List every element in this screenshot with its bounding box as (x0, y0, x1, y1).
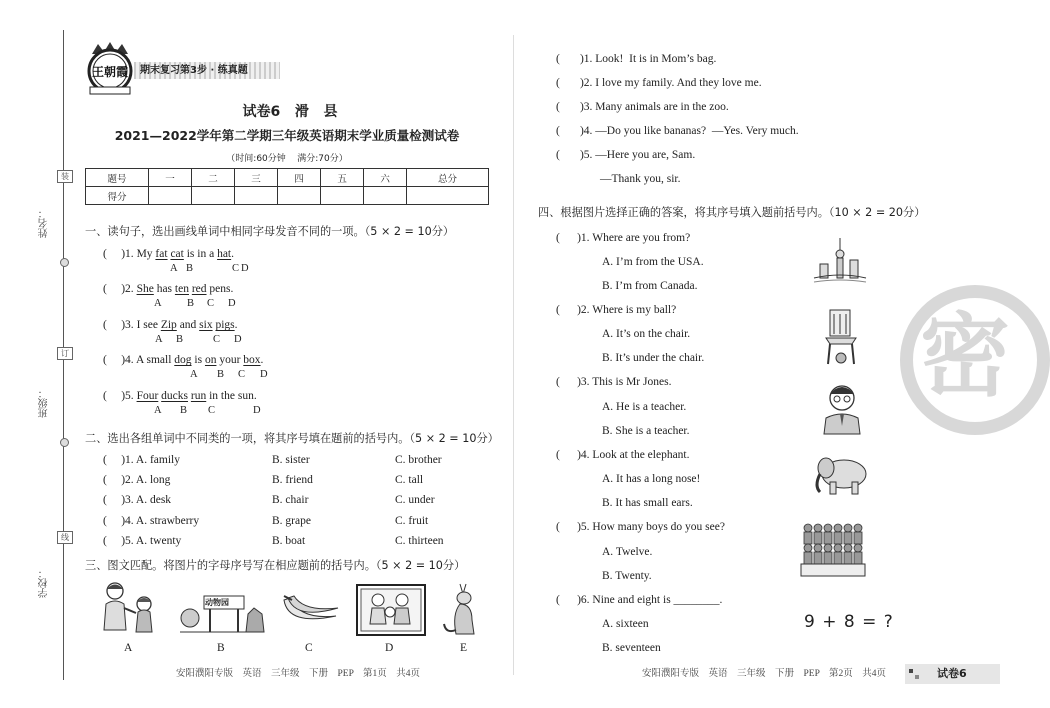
underlined-word: six (199, 319, 213, 331)
option-a: A. I’m from the USA. (602, 256, 704, 268)
option-letter: A (170, 263, 178, 274)
score-header-cell: 五 (321, 169, 364, 187)
score-cell[interactable] (321, 187, 364, 205)
item-option-c: C. fruit (395, 515, 429, 527)
score-row-label: 得分 (86, 187, 149, 205)
part1-title: 一、读句子，选出画线单词中相同字母发音不同的一项。（5 × 2 = 10分） (85, 225, 455, 238)
binding-mark-3: 线 (57, 531, 73, 544)
item-option-a: )4. A. strawberry (121, 515, 200, 527)
option-b: B. She is a teacher. (602, 425, 690, 437)
tab-square-icon (909, 669, 913, 673)
exam-tab (905, 664, 1000, 684)
picture-label-a: A (124, 642, 133, 654)
score-header-cell: 四 (278, 169, 321, 187)
sentence-text: in the sun. (206, 390, 257, 402)
picture-chair-ball (822, 308, 862, 366)
part4-item-4[interactable]: ( )4. Look at the elephant. (556, 449, 690, 461)
underlined-word: fat (155, 248, 168, 260)
option-a: A. sixteen (602, 618, 649, 630)
part1-item-2[interactable]: ( )2. She has ten red pens. (103, 283, 234, 295)
option-letter: D (260, 369, 268, 380)
underlined-word: on (204, 354, 217, 366)
exam-time-info: （时间:60分钟 满分:70分） (226, 154, 348, 164)
part4-item-2[interactable]: ( )2. Where is my ball? (556, 304, 677, 316)
picture-a-father-son (98, 580, 160, 634)
option-b: B. Twenty. (602, 570, 652, 582)
name-label: 姓名： (38, 208, 50, 238)
score-table-header-row (86, 169, 489, 187)
score-table (85, 168, 489, 205)
option-letter: C (207, 298, 215, 309)
option-b: B. I’m from Canada. (602, 280, 698, 292)
underlined-word: Zip (160, 319, 177, 331)
picture-label-b: B (217, 642, 225, 654)
item-number: )1. (121, 248, 134, 260)
score-cell[interactable] (278, 187, 321, 205)
item-option-b: B. chair (272, 494, 309, 506)
part2-item-5[interactable]: ( )5. A. twenty (103, 535, 182, 547)
score-header-cell: 一 (149, 169, 192, 187)
picture-elephant (812, 452, 870, 498)
part3-question-4[interactable]: ( )4. —Do you like bananas? —Yes. Very much. (556, 125, 799, 137)
picture-b-zoo (178, 584, 266, 634)
item-option-a: )2. A. long (121, 474, 171, 486)
underlined-word: ducks (161, 390, 189, 402)
underlined-word: red (191, 283, 207, 295)
item-option-a: )1. A. family (121, 454, 180, 466)
part2-item-2[interactable]: ( )2. A. long (103, 474, 171, 486)
part1-item-1[interactable]: ( )1. My fat cat is in a hat. (103, 248, 235, 260)
footer-right: 安阳濮阳专版 英语 三年级 下册 PEP 第2页 共4页 (642, 669, 887, 679)
exam-subtitle: 2021—2022学年第二学期三年级英语期末学业质量检测试卷 (114, 128, 460, 143)
binding-hole-1 (60, 258, 69, 267)
item-option-c: C. tall (395, 474, 424, 486)
part3-question-5-reply: —Thank you, sir. (600, 173, 681, 185)
picture-d-family-photo (356, 584, 426, 636)
brand-logo (78, 38, 142, 96)
sentence-text: My (136, 248, 156, 260)
picture-c-bananas (280, 592, 340, 632)
part3-question-1[interactable]: ( )1. Look! It is in Mom’s bag. (556, 53, 717, 65)
option-letter: C (208, 405, 216, 416)
part4-item-3[interactable]: ( )3. This is Mr Jones. (556, 376, 672, 388)
page-divider (513, 35, 514, 675)
sentence-text: is in a (183, 248, 218, 260)
binding-mark-2: 订 (57, 347, 73, 360)
option-letter: B (186, 263, 194, 274)
sentence-text: . (231, 248, 235, 260)
question-text: )4. Look at the elephant. (577, 449, 690, 461)
math-expression: 9 + 8 = ? (804, 612, 894, 632)
score-header-cell: 六 (364, 169, 407, 187)
score-cell[interactable] (407, 187, 489, 205)
brand-logo-text: 王朝霞 (91, 65, 128, 79)
option-letter: A (155, 334, 163, 345)
option-letter: B (176, 334, 184, 345)
item-option-c: C. brother (395, 454, 442, 466)
question-text: )6. Nine and eight is ________. (577, 594, 723, 606)
score-cell[interactable] (192, 187, 235, 205)
option-letter: C (213, 334, 221, 345)
option-letter: A (190, 369, 198, 380)
option-letter: C (232, 263, 240, 274)
sentence-text: is (191, 354, 205, 366)
part1-item-4[interactable]: ( )4. A small dog is on your box. (103, 354, 264, 366)
part1-item-5[interactable]: ( )5. Four ducks run in the sun. (103, 390, 257, 402)
school-label: 学校： (38, 568, 50, 598)
item-option-b: B. grape (272, 515, 311, 527)
part3-question-3[interactable]: ( )3. Many animals are in the zoo. (556, 101, 729, 113)
footer-left: 安阳濮阳专版 英语 三年级 下册 PEP 第1页 共4页 (176, 669, 421, 679)
score-header-cell: 三 (235, 169, 278, 187)
option-a: A. It’s on the chair. (602, 328, 691, 340)
part4-item-6[interactable]: ( )6. Nine and eight is ________. (556, 594, 723, 606)
option-letter: D (234, 334, 242, 345)
item-option-a: )5. A. twenty (121, 535, 182, 547)
confidential-watermark (900, 285, 1010, 435)
option-letter: D (253, 405, 261, 416)
part2-item-1[interactable]: ( )1. A. family (103, 454, 180, 466)
underlined-word: dog (174, 354, 192, 366)
question-text: )1. Where are you from? (577, 232, 691, 244)
item-number: )3. (121, 319, 134, 331)
underlined-word: hat (217, 248, 232, 260)
question-text: )2. Where is my ball? (577, 304, 677, 316)
item-option-b: B. friend (272, 474, 313, 486)
score-cell[interactable] (149, 187, 192, 205)
tab-square-icon (915, 675, 919, 679)
picture-label-e: E (460, 642, 468, 654)
sentence-text: your (216, 354, 244, 366)
picture-e-kangaroo (442, 580, 482, 638)
sentence-text: has (153, 283, 175, 295)
review-banner: 期末复习第3步 · 练真题 (140, 65, 248, 76)
sentence-text: I see (136, 319, 161, 331)
exam-tab-label: 试卷6 (937, 667, 967, 680)
score-cell[interactable] (235, 187, 278, 205)
option-letter: C (238, 369, 246, 380)
picture-label-d: D (385, 642, 394, 654)
part1-item-3[interactable]: ( )3. I see Zip and six pigs. (103, 319, 238, 331)
option-b: B. seventeen (602, 642, 661, 654)
underlined-word: pigs (215, 319, 235, 331)
watermark-char: 密 (920, 304, 1010, 409)
part4-item-5[interactable]: ( )5. How many boys do you see? (556, 521, 725, 533)
exam-title: 试卷6 滑 县 (242, 104, 338, 120)
option-letter: D (241, 263, 249, 274)
sentence-text: A small (135, 354, 175, 366)
item-number: )4. (121, 354, 134, 366)
sentence-text: and (176, 319, 200, 331)
class-label: 班级： (38, 388, 50, 418)
option-b: B. It has small ears. (602, 497, 693, 509)
underlined-word: cat (170, 248, 184, 260)
option-letter: A (154, 298, 162, 309)
score-header-cell: 二 (192, 169, 235, 187)
option-letter: A (154, 405, 162, 416)
part3-title: 三、图文匹配。将图片的字母序号写在相应题前的括号内。（5 × 2 = 10分） (85, 559, 466, 572)
sentence-text: . (260, 354, 264, 366)
option-a: A. Twelve. (602, 546, 653, 558)
part2-title: 二、选出各组单词中不同类的一项，将其序号填在题前的括号内。（5 × 2 = 10分） (85, 432, 499, 445)
part2-item-4[interactable]: ( )4. A. strawberry (103, 515, 200, 527)
picture-city-skyline (812, 236, 868, 284)
score-table-score-row (86, 187, 489, 205)
score-cell[interactable] (364, 187, 407, 205)
option-a: A. It has a long nose! (602, 473, 701, 485)
option-a: A. He is a teacher. (602, 401, 687, 413)
item-number: )5. (121, 390, 134, 402)
underlined-word: She (136, 283, 154, 295)
binding-mark-1: 装 (57, 170, 73, 183)
item-number: )2. (121, 283, 134, 295)
item-option-b: B. sister (272, 454, 310, 466)
question-text: )3. This is Mr Jones. (577, 376, 672, 388)
option-letter: B (217, 369, 225, 380)
picture-boys-group (800, 520, 866, 578)
item-option-c: C. thirteen (395, 535, 444, 547)
underlined-word: ten (174, 283, 189, 295)
option-letter: B (180, 405, 188, 416)
part2-item-3[interactable]: ( )3. A. desk (103, 494, 172, 506)
zoo-sign-text: 动物园 (205, 598, 229, 607)
part3-question-2[interactable]: ( )2. I love my family. And they love me. (556, 77, 762, 89)
option-letter: B (187, 298, 195, 309)
part4-title: 四、根据图片选择正确的答案，将其序号填入题前括号内。（10 × 2 = 20分） (538, 206, 926, 219)
binding-hole-2 (60, 438, 69, 447)
score-header-cell: 题号 (86, 169, 149, 187)
underlined-word: Four (136, 390, 159, 402)
item-option-c: C. under (395, 494, 435, 506)
option-b: B. It’s under the chair. (602, 352, 705, 364)
underlined-word: box (243, 354, 261, 366)
score-header-cell: 总分 (407, 169, 489, 187)
underlined-word: run (190, 390, 207, 402)
picture-mr-jones (820, 380, 864, 434)
item-option-b: B. boat (272, 535, 306, 547)
part4-item-1[interactable]: ( )1. Where are you from? (556, 232, 691, 244)
sentence-text: . (234, 319, 238, 331)
picture-label-c: C (305, 642, 313, 654)
part3-question-5[interactable]: ( )5. —Here you are, Sam. (556, 149, 696, 161)
item-option-a: )3. A. desk (121, 494, 172, 506)
question-text: )5. How many boys do you see? (577, 521, 725, 533)
sentence-text: pens. (206, 283, 234, 295)
option-letter: D (228, 298, 236, 309)
